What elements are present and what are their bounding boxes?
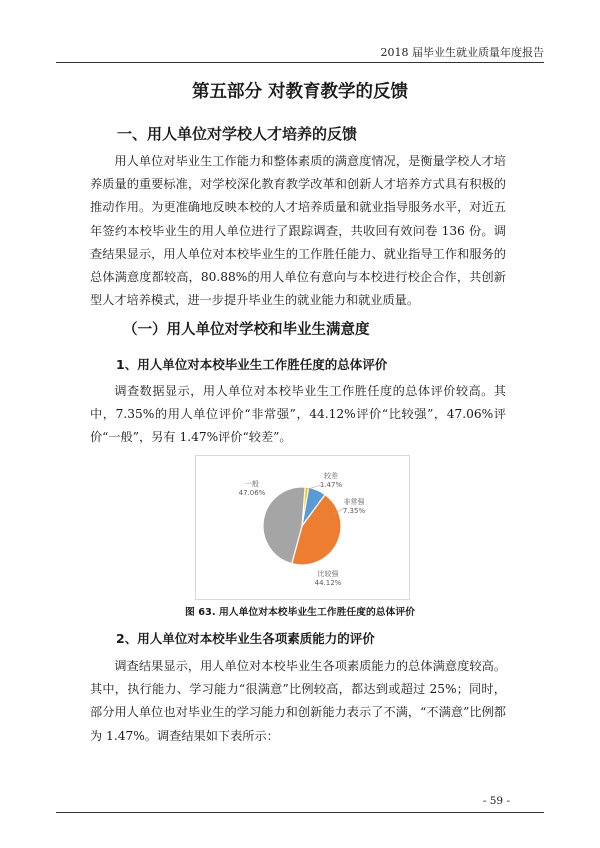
item1-paragraph: 调查数据显示，用人单位对本校毕业生工作胜任度的总体评价较高。其中，7.35%的用人单位评价“非常强”，44.12%评价“比较强”，47.06%评价“一般”，另有 1.47%评价“较差”。 [90, 384, 506, 445]
footer-divider [56, 812, 544, 813]
pie-label-value-3: 47.06% [238, 489, 266, 497]
figure-caption: 图 63. 用人单位对本校毕业生工作胜任度的总体评价 [185, 607, 415, 618]
part-title: 第五部分 对教育教学的反馈 [191, 82, 409, 102]
pie-chart [195, 455, 410, 600]
pie-label-value-0: 1.47% [319, 481, 343, 489]
section-heading: 一、用人单位对学校人才培养的反馈 [117, 125, 358, 143]
report-header-title: 2018 届毕业生就业质量年度报告 [380, 46, 544, 59]
pie-label-name-2: 比较强 [317, 570, 339, 578]
section-paragraph: 用人单位对毕业生工作能力和整体素质的满意度情况，是衡量学校人才培养质量的重要标准，对学校深化教育教学改革和创新人才培养方式具有积极的推动作用。为更准确地反映本校的人才培养质量和就业指导服务水平，对近五年签约本校毕业生的用人单位进行了跟踪调查，共收回有效问卷 136 份。调查结果显示，用人单位对本校毕业生的工作胜任能力、就业指导工作和服务的总体满意度都较高，80.88%的用人单位有意向与本校进行校企合作，共创新型人才培养模式，进一步提升毕业生的就业能力和就业质量。 [90, 154, 506, 308]
subsection-heading: （一）用人单位对学校和毕业生满意度 [123, 322, 370, 338]
pie-label-name-0: 较差 [324, 472, 338, 480]
pie-label-value-2: 44.12% [314, 579, 342, 587]
item2-paragraph: 调查结果显示，用人单位对本校毕业生各项素质能力的总体满意度较高。其中，执行能力、学习能力“很满意”比例较高，都达到或超过 25%；同时，部分用人单位也对毕业生的学习能力和创新能力表示了不满，“不满意”比例都为 1.47%。调查结果如下表所示： [90, 659, 506, 743]
pie-chart-svg [196, 456, 409, 599]
item1-heading: 1、用人单位对本校毕业生工作胜任度的总体评价 [116, 357, 388, 372]
item2-heading: 2、用人单位对本校毕业生各项素质能力的评价 [116, 631, 375, 646]
page-number: - 59 - [482, 795, 510, 807]
pie-label-value-1: 7.35% [342, 507, 366, 515]
pie-label-name-3: 一般 [245, 480, 259, 488]
pie-label-name-1: 非常强 [343, 498, 365, 506]
header-divider [56, 62, 544, 63]
